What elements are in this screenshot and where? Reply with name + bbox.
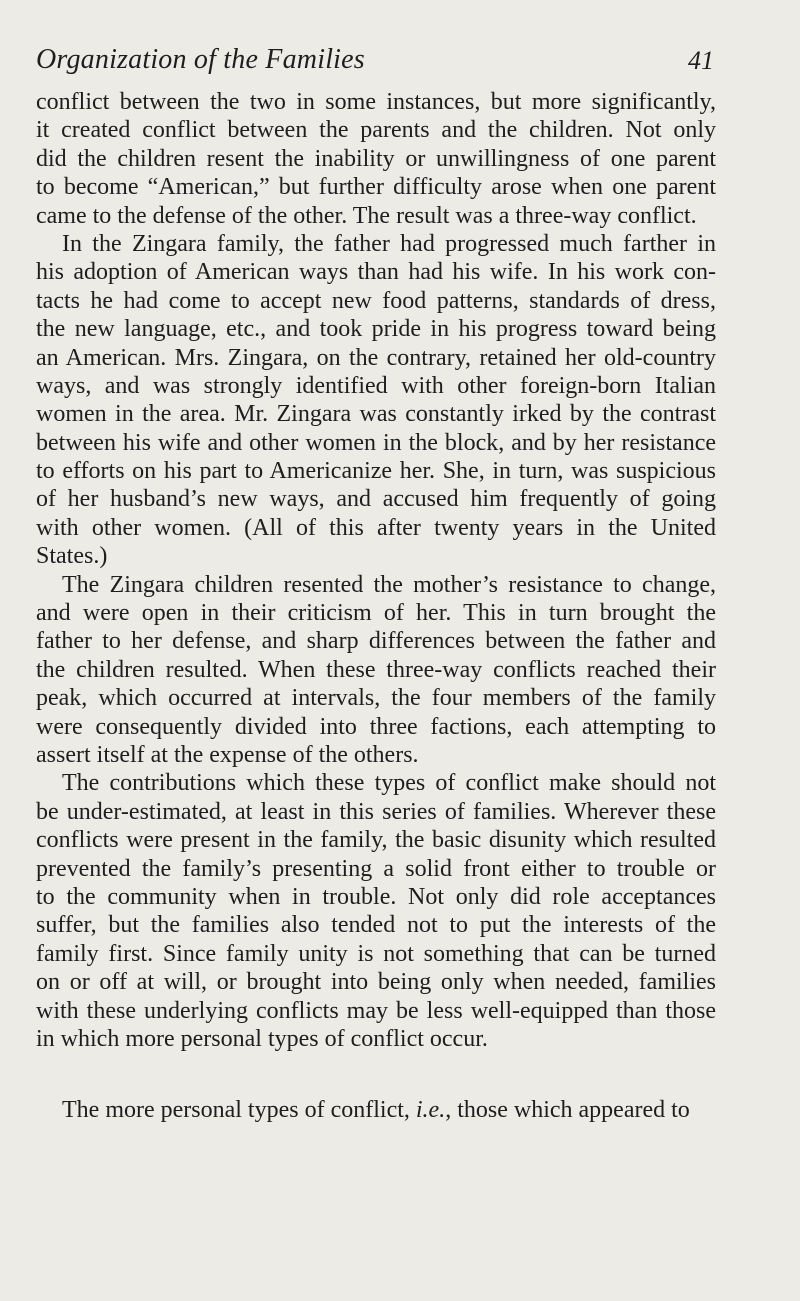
text-line: conflict between the two in some instances, but more significantly, xyxy=(36,89,716,115)
text-line: in which more personal types of conflict occur. xyxy=(36,1025,488,1052)
text-line: peak, which occurred at intervals, the four members of the family xyxy=(36,685,716,712)
text-line: the new language, etc., and took pride in his progress toward being xyxy=(36,316,716,343)
paragraph-1 xyxy=(36,88,716,230)
text-line: of her husband’s new ways, and accused him frequently of going xyxy=(36,486,716,513)
text-line: tacts he had come to accept new food patterns, standards of dress, xyxy=(36,287,716,314)
text-line: his adoption of American ways than had his wife. In his work con- xyxy=(36,259,716,286)
text-line: to the community when in trouble. Not only did role acceptances xyxy=(36,883,716,910)
text-line: and were open in their criticism of her. This in turn brought the xyxy=(36,600,716,627)
text-line: women in the area. Mr. Zingara was constantly irked by the contrast xyxy=(36,401,716,428)
text-line: The contributions which these types of conflict make should not xyxy=(62,770,716,797)
text-line: on or off at will, or brought into being only when needed, families xyxy=(36,969,716,996)
text-line: with other women. (All of this after twenty years in the United xyxy=(36,514,716,541)
text-line: it created conflict between the parents and the children. Not only xyxy=(36,117,716,144)
text-line: to become “American,” but further difficulty arose when one parent xyxy=(36,174,716,201)
text-line: suffer, but the families also tended not to put the interests of the xyxy=(36,912,716,939)
text-line: the children resulted. When these three-way conflicts reached their xyxy=(36,656,716,683)
body-text xyxy=(36,88,716,1053)
paragraph-3 xyxy=(36,571,716,770)
text-run: The more personal types of conflict, xyxy=(62,1097,416,1123)
text-line: did the children resent the inability or unwillingness of one parent xyxy=(36,145,716,172)
text-line: States.) xyxy=(36,543,108,570)
text-line: with these underlying conflicts may be less well-equipped than those xyxy=(36,997,716,1024)
text-line: father to her defense, and sharp differences between the father and xyxy=(36,628,716,655)
text-line: assert itself at the expense of the others. xyxy=(36,741,419,768)
text-line: be under-estimated, at least in this series of families. Wherever these xyxy=(36,798,716,825)
paragraph-2 xyxy=(36,230,716,571)
paragraph-4 xyxy=(36,769,716,1053)
text-line: The Zingara children resented the mother’s resistance to change, xyxy=(62,571,716,598)
page-number: 41 xyxy=(688,46,714,75)
running-head xyxy=(36,44,714,84)
text-line: an American. Mrs. Zingara, on the contrary, retained her old-country xyxy=(36,344,716,371)
text-line: to efforts on his part to Americanize her. She, in turn, was suspicious xyxy=(36,458,716,485)
text-line: between his wife and other women in the block, and by her resistance xyxy=(36,429,716,456)
text-line: prevented the family’s presenting a solid front either to trouble or xyxy=(36,855,716,882)
running-title: Organization of the Families xyxy=(36,44,365,75)
text-run: , those which appeared to xyxy=(445,1097,690,1123)
text-line: family first. Since family unity is not something that can be turned xyxy=(36,940,716,967)
paragraph-5 xyxy=(36,1096,716,1124)
text-line: ways, and was strongly identified with other foreign-born Italian xyxy=(36,372,716,399)
text-line xyxy=(36,1096,716,1124)
text-line: In the Zingara family, the father had progressed much farther in xyxy=(62,230,716,257)
text-line: came to the defense of the other. The result was a three-way conflict. xyxy=(36,202,697,229)
text-line: conflicts were present in the family, the basic disunity which resulted xyxy=(36,827,716,854)
text-line: were consequently divided into three factions, each attempting to xyxy=(36,713,716,740)
italic-abbreviation: i.e. xyxy=(415,1097,446,1123)
